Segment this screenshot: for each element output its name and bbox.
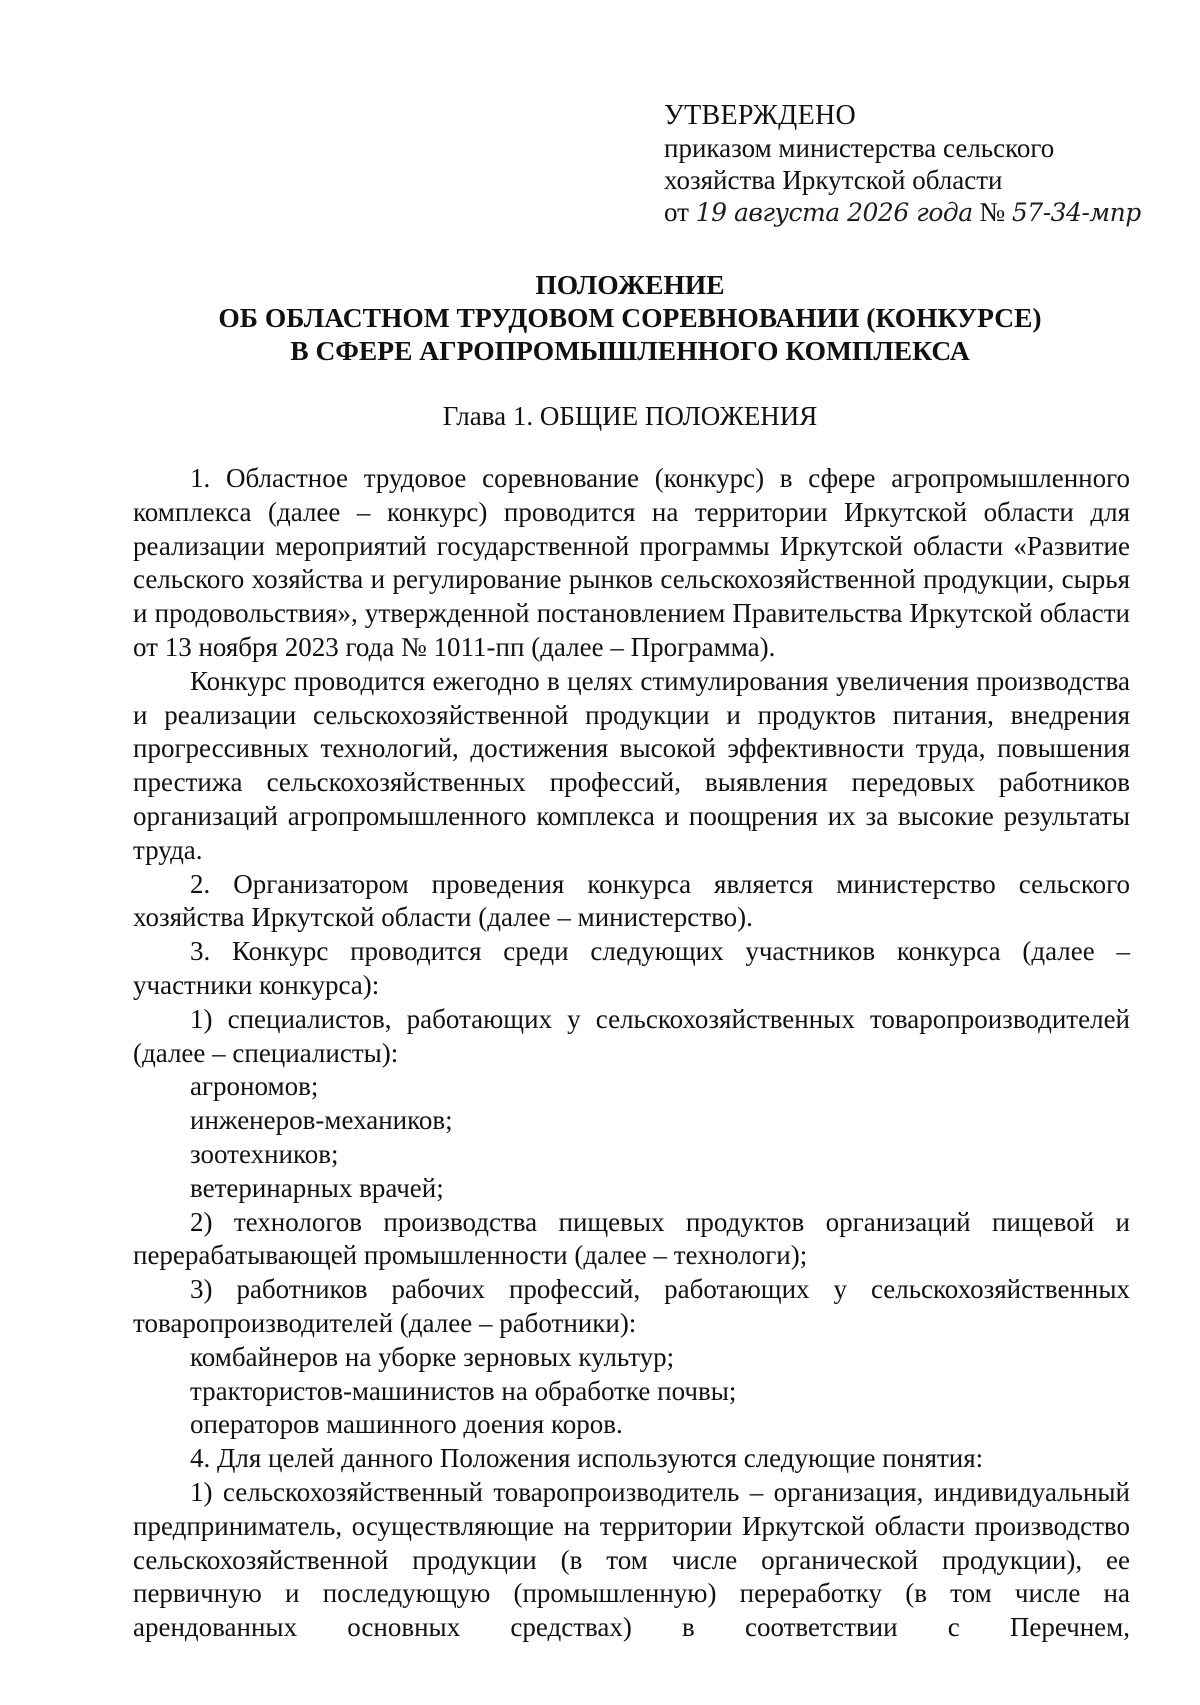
paragraph-definitions: 4. Для целей данного Положения используются следующие понятия: (190, 1443, 984, 1474)
paragraph-2: Конкурс проводится ежегодно в целях стимулирования увеличения производства и реализации сельскохозяйственной продукции и продуктов питания, внедрения прогрессивных технологий, достижения высокой эффективности труда, повышения престижа сельскохозяйственных профессий, выявления передовых работников организаций агропромышленного комплекса и поощрения их за высокие результаты труда. (133, 665, 1130, 865)
list-item-combine-operators: комбайнеров на уборке зерновых культур; (190, 1341, 675, 1372)
paragraph-5: 1) специалистов, работающих у сельскохозяйственных товаропроизводителей (далее – специалисты): (133, 1003, 1130, 1068)
handwritten-date: 19 августа 2026 года (695, 198, 973, 227)
list-item-agronomists: агрономов; (190, 1071, 319, 1102)
list-item-tractor-drivers: трактористов-машинистов на обработке почвы; (190, 1375, 737, 1406)
list-item-engineers: инженеров-механиков; (190, 1105, 453, 1136)
handwritten-number: 57-34-мпр (1011, 198, 1141, 227)
title-line-3: В СФЕРЕ АГРОПРОМЫШЛЕННОГО КОМПЛЕКСА (290, 335, 970, 366)
title-line-1: ПОЛОЖЕНИЕ (535, 269, 725, 300)
title-line-2: ОБ ОБЛАСТНОМ ТРУДОВОМ СОРЕВНОВАНИИ (КОНКУРСЕ) (218, 302, 1042, 333)
approval-stamp (664, 100, 1141, 229)
approval-line-1: приказом министерства сельского (664, 133, 1055, 163)
paragraph-1: 1. Областное трудовое соревнование (конкурс) в сфере агропромышленного комплекса (далее – конкурс) проводится на территории Иркутской области для реализации мероприятий государственной программы Иркутской области «Развитие сельского хозяйства и регулирование рынков сельскохозяйственной продукции, сырья и продовольствия», утвержденной постановлением Правительства Иркутской области от 13 ноября 2023 года № 1011-пп (далее – Программа). (133, 463, 1130, 662)
paragraph-workers: 3) работников рабочих профессий, работающих у сельскохозяйственных товаропроизводителей (далее – работники): (133, 1274, 1130, 1338)
document-body (133, 462, 1130, 1645)
approval-date-line (664, 196, 1141, 229)
approval-number-sign: № (979, 197, 1006, 227)
approval-line-2: хозяйства Иркутской области (664, 165, 1003, 195)
chapter-heading: Глава 1. ОБЩИЕ ПОЛОЖЕНИЯ (442, 401, 818, 431)
list-item-zootechnicians: зоотехников; (190, 1138, 339, 1169)
list-item-veterinarians: ветеринарных врачей; (190, 1172, 444, 1203)
paragraph-technologists: 2) технологов производства пищевых продуктов организаций пищевой и перерабатывающей промышленности (далее – технологи); (133, 1206, 1130, 1271)
approval-from-label: от (664, 197, 689, 227)
paragraph-definition-1: 1) сельскохозяйственный товаропроизводитель – организация, индивидуальный предприниматель, осуществляющие на территории Иркутской области производство сельскохозяйственной продукции (в том числе органической продукции), ее первичную и последующую (промышленную) переработку (в том числе на арендованных основных средствах) в соответствии с Перечнем, (133, 1476, 1130, 1643)
paragraph-4: 3. Конкурс проводится среди следующих участников конкурса (далее – участники конкурса): (133, 936, 1130, 1000)
approval-title: УТВЕРЖДЕНО (664, 100, 857, 131)
document-title (130, 268, 1130, 367)
paragraph-3: 2. Организатором проведения конкурса является министерство сельского хозяйства Иркутской области (далее – министерство). (133, 868, 1130, 933)
list-item-milking-operators: операторов машинного доения коров. (190, 1409, 623, 1440)
